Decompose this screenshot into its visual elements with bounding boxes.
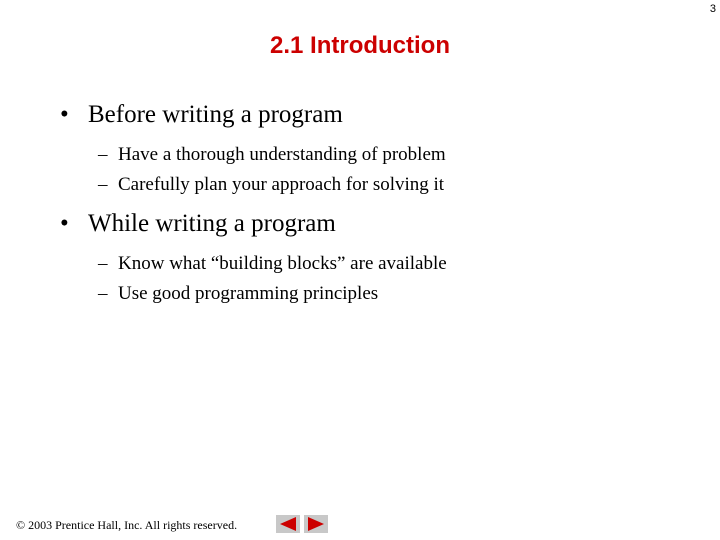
sub-item-text: Have a thorough understanding of problem	[118, 144, 446, 165]
bullet-item	[60, 100, 700, 130]
dash-icon: –	[98, 283, 108, 304]
sub-item-text: Use good programming principles	[118, 283, 379, 304]
bullet-text: Before writing a program	[88, 101, 343, 128]
dash-icon: –	[98, 174, 108, 195]
slide-navigation	[276, 515, 328, 533]
page-number: 3	[709, 3, 716, 15]
bullet-text: While writing a program	[88, 210, 336, 237]
dash-icon: –	[98, 253, 108, 274]
bullet-icon: •	[60, 210, 69, 237]
sub-item-text: Carefully plan your approach for solving it	[118, 174, 445, 195]
sub-item-text: Know what “building blocks” are available	[118, 253, 447, 274]
bullet-icon: •	[60, 101, 69, 128]
sub-item	[60, 170, 700, 200]
dash-icon: –	[98, 144, 108, 165]
previous-slide-icon	[280, 517, 296, 531]
sub-item	[60, 140, 700, 170]
sub-item	[60, 279, 700, 309]
sub-item	[60, 249, 700, 279]
copyright-footer: © 2003 Prentice Hall, Inc. All rights reserved.	[16, 518, 238, 532]
slide-title: 2.1 Introduction	[270, 32, 450, 59]
slide-content	[60, 100, 700, 309]
next-slide-button[interactable]	[304, 515, 328, 533]
next-slide-icon	[308, 517, 324, 531]
bullet-item	[60, 209, 700, 239]
previous-slide-button[interactable]	[276, 515, 300, 533]
